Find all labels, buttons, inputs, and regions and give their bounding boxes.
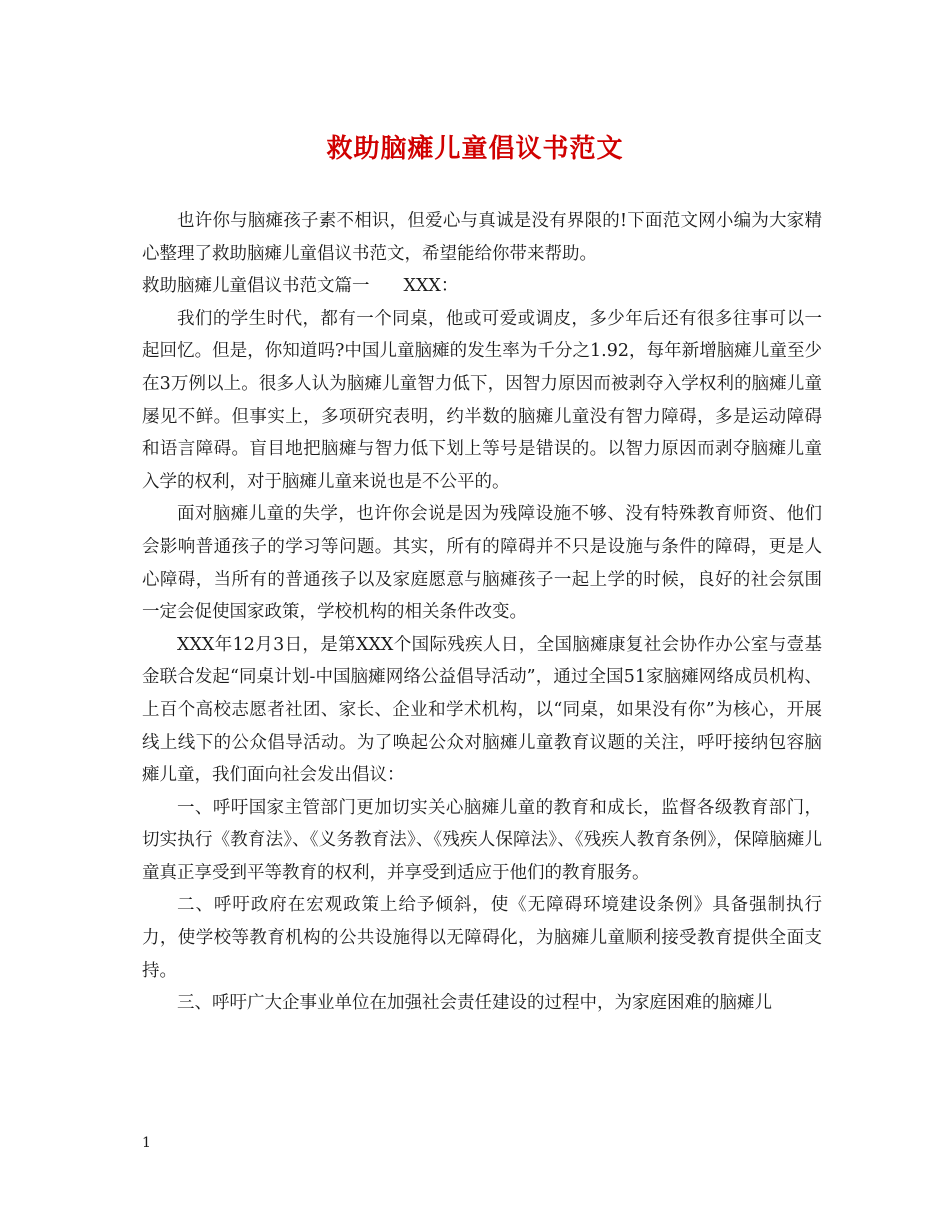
page-number: 1 [142, 1135, 151, 1151]
body-paragraph-4: 一、呼吁国家主管部门更加切实关心脑瘫儿童的教育和成长，监督各级教育部门，切实执行《教育法》、《义务教育法》、《残疾人保障法》、《残疾人教育条例》，保障脑瘫儿童真正享受到平等教育的权利，并享受到适应于他们的教育服务。 [142, 797, 822, 883]
body-paragraph-1: 我们的学生时代，都有一个同桌，他或可爱或调皮，多少年后还有很多往事可以一起回忆。但是，你知道吗?中国儿童脑瘫的发生率为千分之1.92，每年新增脑瘫儿童至少在3万例以上。很多人认为脑瘫儿童智力低下，因智力原因而被剥夺入学权利的脑瘫儿童屡见不鲜。但事实上，多项研究表明，约半数的脑瘫儿童没有智力障碍，多是运动障碍和语言障碍。盲目地把脑瘫与智力低下划上等号是错误的。以智力原因而剥夺脑瘫儿童入学的权利，对于脑瘫儿童来说也是不公平的。 [142, 308, 822, 492]
body-paragraph-6: 三、呼吁广大企事业单位在加强社会责任建设的过程中，为家庭困难的脑瘫儿 [177, 993, 772, 1014]
document-title: 救助脑瘫儿童倡议书范文 [326, 134, 624, 164]
section-heading-line [142, 270, 822, 303]
intro-paragraph: 也许你与脑瘫孩子素不相识，但爱心与真诚是没有界限的!下面范文网小编为大家精心整理了救助脑瘫儿童倡议书范文，希望能给你带来帮助。 [142, 211, 822, 264]
section-heading: 救助脑瘫儿童倡议书范文篇一 [142, 276, 370, 297]
salutation: XXX： [403, 276, 459, 297]
body-paragraph-3: XXX年12月3日，是第XXX个国际残疾人日，全国脑瘫康复社会协作办公室与壹基金联合发起“同桌计划-中国脑瘫网络公益倡导活动”，通过全国51家脑瘫网络成员机构、上百个高校志愿者社团、家长、企业和学术机构，以“同桌，如果没有你”为核心，开展线上线下的公众倡导活动。为了唤起公众对脑瘫儿童教育议题的关注，呼吁接纳包容脑瘫儿童，我们面向社会发出倡议： [142, 634, 822, 786]
document-body [142, 205, 822, 1020]
body-paragraph-2: 面对脑瘫儿童的失学，也许你会说是因为残障设施不够、没有特殊教育师资、他们会影响普通孩子的学习等问题。其实，所有的障碍并不只是设施与条件的障碍，更是人心障碍，当所有的普通孩子以及家庭愿意与脑瘫孩子一起上学的时候，良好的社会氛围一定会促使国家政策，学校机构的相关条件改变。 [142, 504, 822, 623]
body-paragraph-5: 二、呼吁政府在宏观政策上给予倾斜，使《无障碍环境建设条例》具备强制执行力，使学校等教育机构的公共设施得以无障碍化，为脑瘫儿童顺利接受教育提供全面支持。 [142, 895, 822, 981]
